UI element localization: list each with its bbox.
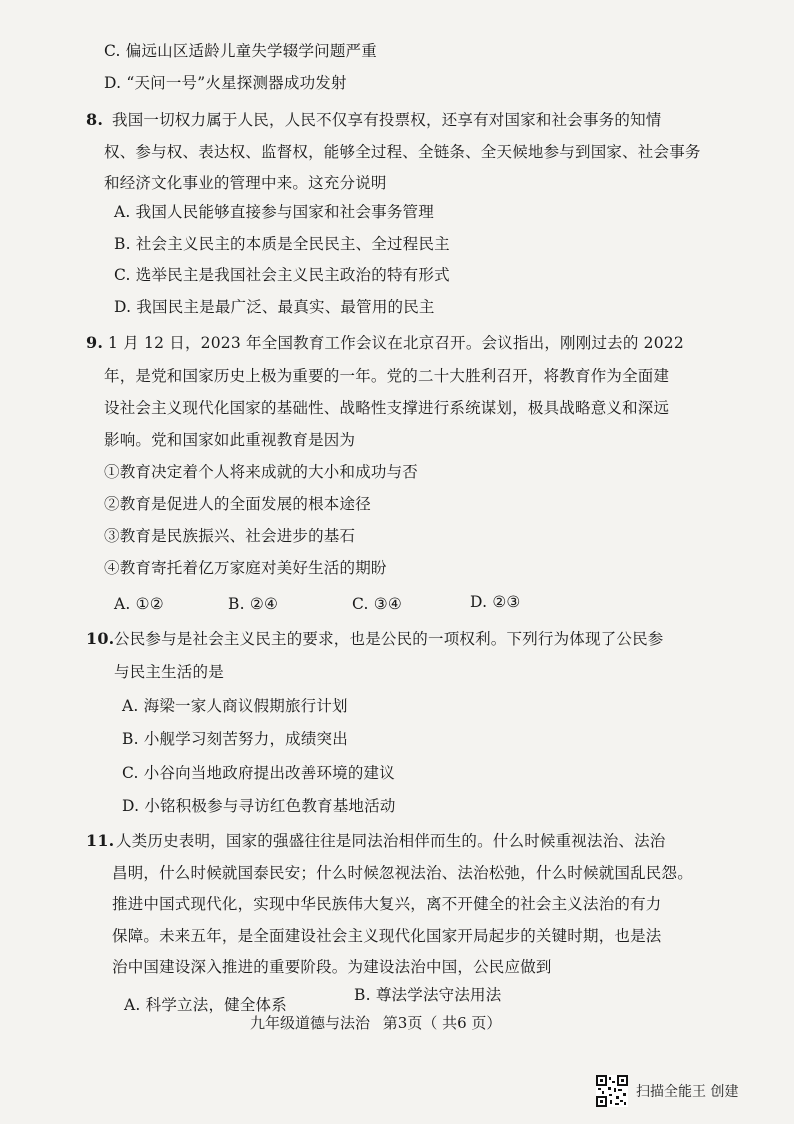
q7-option-c: C. 偏远山区适龄儿童失学辍学问题严重: [104, 42, 377, 60]
q8-option-a: A. 我国人民能够直接参与国家和社会事务管理: [114, 203, 434, 221]
q9-item-2: ②教育是促进人的全面发展的根本途径: [104, 495, 371, 513]
q9-item-3: ③教育是民族振兴、社会进步的基石: [104, 527, 356, 545]
q11-option-a: A. 科学立法，健全体系: [124, 996, 287, 1014]
q9-stem-line-1: 1 月 12 日，2023 年全国教育工作会议在北京召开。会议指出，刚刚过去的 2022: [108, 334, 684, 352]
q7-option-d: D. “天问一号”火星探测器成功发射: [104, 74, 347, 92]
footer-subject: 九年级道德与法治: [250, 1014, 371, 1032]
q10-stem-line-1: 公民参与是社会主义民主的要求，也是公民的一项权利。下列行为体现了公民参: [114, 630, 664, 648]
q9-option-c: C. ③④: [352, 595, 402, 613]
q9-option-b: B. ②④: [228, 595, 279, 613]
watermark-text: 扫描全能王 创建: [636, 1084, 739, 1100]
q8-option-b: B. 社会主义民主的本质是全民民主、全过程民主: [114, 235, 450, 253]
q11-stem-line-3: 推进中国式现代化，实现中华民族伟大复兴，离不开健全的社会主义法治的有力: [112, 895, 662, 913]
q8-stem-line-1: 我国一切权力属于人民，人民不仅享有投票权，还享有对国家和社会事务的知情: [112, 111, 662, 129]
q8-option-d: D. 我国民主是最广泛、最真实、最管用的民主: [114, 298, 435, 316]
q8-number: 8.: [86, 110, 104, 129]
q10-number: 10.: [86, 629, 115, 648]
q9-stem-line-2: 年，是党和国家历史上极为重要的一年。党的二十大胜利召开，将教育作为全面建: [104, 367, 670, 385]
q9-option-d: D. ②③: [470, 593, 521, 611]
q9-stem-line-3: 设社会主义现代化国家的基础性、战略性支撑进行系统谋划，极具战略意义和深远: [104, 399, 670, 417]
q9-item-4: ④教育寄托着亿万家庭对美好生活的期盼: [104, 559, 387, 577]
q11-option-b: B. 尊法学法守法用法: [354, 986, 502, 1004]
q11-stem-line-1: 人类历史表明，国家的强盛往往是同法治相伴而生的。什么时候重视法治、法治: [116, 832, 666, 850]
scanner-watermark: [596, 1075, 738, 1107]
q8-stem-line-3: 和经济文化事业的管理中来。这充分说明: [104, 174, 387, 192]
q9-option-a: A. ①②: [114, 595, 164, 613]
q10-stem-line-2: 与民主生活的是: [114, 663, 224, 681]
q10-option-d: D. 小铭积极参与寻访红色教育基地活动: [122, 797, 396, 815]
q11-stem-line-4: 保障。未来五年，是全面建设社会主义现代化国家开局起步的关键时期，也是法: [112, 927, 662, 945]
q8-option-c: C. 选举民主是我国社会主义民主政治的特有形式: [114, 266, 450, 284]
q10-option-a: A. 海梁一家人商议假期旅行计划: [122, 697, 348, 715]
page-footer: [250, 1012, 509, 1033]
q9-number: 9.: [86, 333, 104, 352]
q9-item-1: ①教育决定着个人将来成就的大小和成功与否: [104, 463, 419, 481]
qr-code-icon: [596, 1075, 628, 1107]
q10-option-c: C. 小谷向当地政府提出改善环境的建议: [122, 764, 395, 782]
q11-stem-line-5: 治中国建设深入推进的重要阶段。为建设法治中国，公民应做到: [112, 958, 552, 976]
footer-page-number: 第3页（ 共6 页）: [382, 1014, 502, 1032]
q11-stem-line-2: 昌明，什么时候就国泰民安；什么时候忽视法治、法治松弛，什么时候就国乱民怨。: [112, 864, 693, 882]
q9-stem-line-4: 影响。党和国家如此重视教育是因为: [104, 431, 356, 449]
q11-number: 11.: [86, 831, 115, 850]
q8-stem-line-2: 权、参与权、表达权、监督权，能够全过程、全链条、全天候地参与到国家、社会事务: [104, 143, 701, 161]
q10-option-b: B. 小舰学习刻苦努力，成绩突出: [122, 730, 348, 748]
